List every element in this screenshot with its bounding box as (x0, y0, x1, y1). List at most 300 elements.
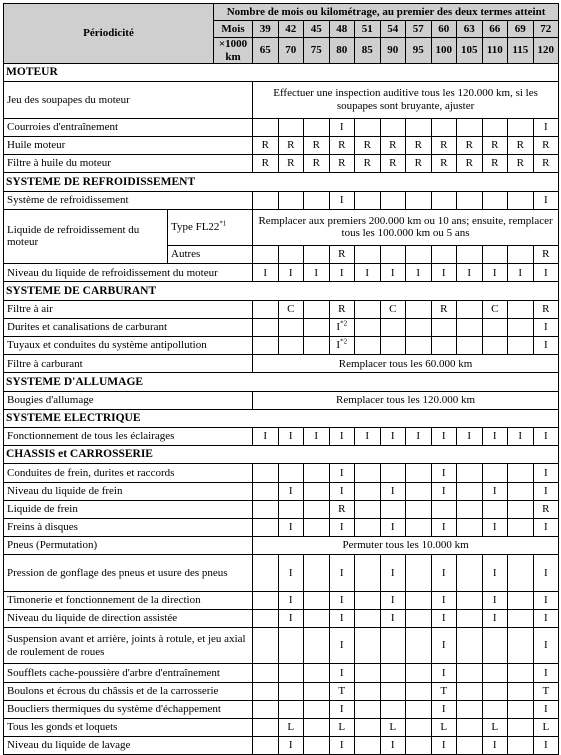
schedule-cell (508, 737, 534, 755)
service-code: I (288, 430, 293, 443)
service-code: L (491, 721, 499, 734)
service-code: C (491, 302, 499, 315)
schedule-cell (482, 118, 508, 136)
schedule-cell (431, 191, 457, 209)
month-header-cell: 66 (482, 21, 508, 38)
service-code: I (314, 266, 319, 279)
schedule-cell (380, 500, 406, 518)
item-label: Filtre à air (4, 300, 253, 318)
schedule-cell (304, 700, 330, 718)
schedule-cell (533, 700, 559, 718)
service-code: L (287, 721, 295, 734)
service-code: I (288, 739, 293, 752)
schedule-cell (253, 427, 279, 445)
schedule-cell (304, 555, 330, 591)
schedule-cell (304, 719, 330, 737)
interval-instruction: Remplacer aux premiers 200.000 km ou 10 ans; ensuite, remplacer tous les 100.000 km ou 5 ans (253, 209, 559, 245)
service-code: C (287, 302, 295, 315)
schedule-cell (406, 700, 432, 718)
service-code: I (288, 566, 293, 579)
schedule-cell (482, 482, 508, 500)
item-sublabel-text: Autres (171, 248, 201, 261)
service-code: I (390, 566, 395, 579)
service-code: I (441, 484, 446, 497)
schedule-cell (304, 591, 330, 609)
schedule-cell (431, 427, 457, 445)
section-heading: SYSTEME DE CARBURANT (4, 282, 559, 300)
schedule-cell (431, 609, 457, 627)
interval-instruction: Remplacer tous les 60.000 km (253, 355, 559, 373)
schedule-cell (329, 300, 355, 318)
service-code: I (492, 739, 497, 752)
schedule-cell (329, 500, 355, 518)
schedule-cell (355, 246, 381, 264)
schedule-cell (253, 700, 279, 718)
month-header-cell: 57 (406, 21, 432, 38)
schedule-cell (431, 264, 457, 282)
service-code: I (339, 266, 344, 279)
service-code: I (339, 193, 344, 206)
schedule-cell (406, 719, 432, 737)
schedule-cell (355, 719, 381, 737)
schedule-cell (482, 664, 508, 682)
km-header-cell: 90 (380, 38, 406, 64)
schedule-cell (482, 700, 508, 718)
schedule-cell (278, 136, 304, 154)
schedule-row (4, 737, 559, 755)
service-code: I (543, 466, 548, 479)
schedule-row (4, 355, 559, 373)
service-code: I (339, 430, 344, 443)
service-code: I (339, 521, 344, 534)
schedule-row (4, 82, 559, 118)
schedule-body (4, 64, 559, 755)
schedule-cell (533, 427, 559, 445)
km-header-cell: 105 (457, 38, 483, 64)
service-code: I (492, 593, 497, 606)
item-sublabel-text: Type FL22 (171, 221, 220, 234)
schedule-cell (406, 191, 432, 209)
footnote-marker: *1 (219, 219, 227, 228)
service-code: R (338, 503, 346, 516)
schedule-cell (508, 500, 534, 518)
schedule-cell (329, 664, 355, 682)
schedule-cell (406, 118, 432, 136)
schedule-cell (482, 518, 508, 536)
schedule-row (4, 628, 559, 664)
service-code: R (516, 157, 524, 170)
schedule-cell (533, 191, 559, 209)
schedule-cell (457, 318, 483, 336)
schedule-cell (278, 318, 304, 336)
service-code: R (542, 139, 550, 152)
service-code: I (288, 612, 293, 625)
schedule-cell (253, 136, 279, 154)
month-header-cell: 63 (457, 21, 483, 38)
schedule-cell (304, 300, 330, 318)
km-header-cell: 70 (278, 38, 304, 64)
schedule-cell (406, 300, 432, 318)
footnote-marker: *2 (340, 319, 348, 328)
item-label: Suspension avant et arrière, joints à rotule, et jeu axial de roulement de roues (4, 628, 253, 664)
service-code: I (441, 521, 446, 534)
km-header-cell: 80 (329, 38, 355, 64)
schedule-cell (278, 682, 304, 700)
service-code: I (339, 612, 344, 625)
schedule-cell (457, 155, 483, 173)
service-code: R (312, 139, 320, 152)
schedule-cell (380, 737, 406, 755)
service-code: I (543, 430, 548, 443)
service-code: I (492, 566, 497, 579)
schedule-row (4, 464, 559, 482)
month-header-cell: 60 (431, 21, 457, 38)
schedule-row (4, 664, 559, 682)
schedule-cell (457, 464, 483, 482)
schedule-cell (278, 118, 304, 136)
service-code: I (441, 466, 446, 479)
schedule-cell (406, 246, 432, 264)
schedule-cell (533, 246, 559, 264)
schedule-cell (457, 664, 483, 682)
schedule-cell (304, 318, 330, 336)
schedule-cell (355, 264, 381, 282)
schedule-cell (431, 591, 457, 609)
schedule-cell (508, 700, 534, 718)
schedule-cell (406, 136, 432, 154)
service-code: I (543, 739, 548, 752)
service-code: I (467, 430, 472, 443)
schedule-cell (329, 737, 355, 755)
schedule-cell (431, 246, 457, 264)
schedule-row (4, 337, 559, 355)
service-code: I (390, 593, 395, 606)
schedule-cell (406, 664, 432, 682)
service-code: I (543, 339, 548, 352)
service-code: R (465, 157, 473, 170)
schedule-row (4, 391, 559, 409)
service-code: I (492, 521, 497, 534)
schedule-cell (253, 719, 279, 737)
service-code: I (288, 593, 293, 606)
service-code: I (339, 484, 344, 497)
schedule-cell (278, 427, 304, 445)
schedule-cell (533, 664, 559, 682)
schedule-cell (533, 300, 559, 318)
service-code: I (336, 339, 341, 352)
schedule-cell (355, 191, 381, 209)
schedule-cell (508, 427, 534, 445)
month-header-cell: 54 (380, 21, 406, 38)
schedule-cell (508, 464, 534, 482)
service-code: I (390, 484, 395, 497)
schedule-cell (380, 246, 406, 264)
service-code: R (516, 139, 524, 152)
schedule-cell (457, 246, 483, 264)
service-code: I (339, 121, 344, 134)
schedule-cell (431, 700, 457, 718)
schedule-cell (380, 518, 406, 536)
schedule-cell (355, 591, 381, 609)
service-code: R (389, 139, 397, 152)
interval-caption: Nombre de mois ou kilométrage, au premier des deux termes atteint (214, 4, 559, 21)
schedule-cell (457, 591, 483, 609)
schedule-row (4, 591, 559, 609)
schedule-cell (431, 682, 457, 700)
schedule-cell (380, 318, 406, 336)
schedule-cell (304, 246, 330, 264)
schedule-cell (431, 518, 457, 536)
month-header-cell: 42 (278, 21, 304, 38)
schedule-cell (406, 737, 432, 755)
km-header-cell: 75 (304, 38, 330, 64)
schedule-cell (329, 191, 355, 209)
schedule-cell (482, 318, 508, 336)
schedule-cell (431, 500, 457, 518)
service-code: I (492, 266, 497, 279)
item-label: Tuyaux et conduites du système antipollution (4, 337, 253, 355)
item-label: Boucliers thermiques du système d'échappement (4, 700, 253, 718)
service-code: I (543, 321, 548, 334)
schedule-cell (406, 682, 432, 700)
schedule-cell (457, 628, 483, 664)
schedule-cell (508, 664, 534, 682)
schedule-cell (304, 628, 330, 664)
schedule-cell (380, 337, 406, 355)
schedule-cell (508, 118, 534, 136)
schedule-row (4, 191, 559, 209)
schedule-cell (482, 591, 508, 609)
service-code: I (492, 484, 497, 497)
schedule-cell (355, 664, 381, 682)
schedule-cell (304, 337, 330, 355)
schedule-cell (431, 482, 457, 500)
item-label: Conduites de frein, durites et raccords (4, 464, 253, 482)
schedule-cell (533, 682, 559, 700)
service-code: I (288, 521, 293, 534)
schedule-row (4, 318, 559, 336)
schedule-cell (278, 628, 304, 664)
schedule-cell (533, 500, 559, 518)
schedule-cell (533, 337, 559, 355)
service-code: I (390, 739, 395, 752)
months-label: Mois (214, 21, 253, 38)
item-label: Pneus (Permutation) (4, 537, 253, 555)
schedule-cell (457, 609, 483, 627)
schedule-cell (329, 591, 355, 609)
schedule-cell (406, 464, 432, 482)
schedule-cell (278, 246, 304, 264)
item-label: Pression de gonflage des pneus et usure des pneus (4, 555, 253, 591)
service-code: I (339, 593, 344, 606)
schedule-cell (380, 118, 406, 136)
month-header-cell: 45 (304, 21, 330, 38)
item-label: Fonctionnement de tous les éclairages (4, 427, 253, 445)
schedule-cell (380, 700, 406, 718)
schedule-cell (457, 337, 483, 355)
service-code: I (416, 430, 421, 443)
schedule-cell (329, 719, 355, 737)
schedule-row (4, 609, 559, 627)
service-code: I (390, 266, 395, 279)
service-code: R (389, 157, 397, 170)
schedule-cell (431, 737, 457, 755)
schedule-cell (482, 719, 508, 737)
schedule-cell (355, 682, 381, 700)
schedule-cell (278, 737, 304, 755)
schedule-cell (406, 264, 432, 282)
schedule-cell (406, 518, 432, 536)
interval-instruction: Permuter tous les 10.000 km (253, 537, 559, 555)
item-label: Durites et canalisations de carburant (4, 318, 253, 336)
schedule-row (4, 136, 559, 154)
section-heading: SYSTEME D'ALLUMAGE (4, 373, 559, 391)
schedule-cell (304, 155, 330, 173)
schedule-cell (278, 518, 304, 536)
km-header-cell: 115 (508, 38, 534, 64)
item-label: Soufflets cache-poussière d'arbre d'entraînement (4, 664, 253, 682)
schedule-cell (253, 737, 279, 755)
schedule-cell (533, 136, 559, 154)
schedule-cell (278, 719, 304, 737)
service-code: I (314, 430, 319, 443)
service-code: I (543, 593, 548, 606)
schedule-cell (457, 719, 483, 737)
schedule-row (4, 537, 559, 555)
schedule-row (4, 518, 559, 536)
service-code: R (465, 139, 473, 152)
service-code: T (542, 684, 550, 697)
service-code: R (338, 139, 346, 152)
schedule-cell (253, 591, 279, 609)
schedule-cell (508, 300, 534, 318)
schedule-cell (355, 518, 381, 536)
schedule-cell (431, 464, 457, 482)
service-code: R (491, 157, 499, 170)
schedule-cell (380, 628, 406, 664)
schedule-cell (304, 464, 330, 482)
schedule-cell (533, 719, 559, 737)
schedule-cell (508, 191, 534, 209)
schedule-row (4, 555, 559, 591)
schedule-cell (253, 246, 279, 264)
schedule-cell (533, 518, 559, 536)
schedule-cell (508, 518, 534, 536)
schedule-cell (406, 482, 432, 500)
schedule-row (4, 264, 559, 282)
schedule-cell (482, 136, 508, 154)
service-code: I (339, 703, 344, 716)
schedule-cell (355, 500, 381, 518)
month-header-cell: 69 (508, 21, 534, 38)
service-code: I (339, 739, 344, 752)
schedule-cell (431, 318, 457, 336)
schedule-cell (482, 191, 508, 209)
item-label: Système de refroidissement (4, 191, 253, 209)
schedule-cell (380, 191, 406, 209)
schedule-cell (431, 628, 457, 664)
item-label: Bougies d'allumage (4, 391, 253, 409)
item-label: Huile moteur (4, 136, 253, 154)
schedule-cell (482, 300, 508, 318)
schedule-cell (278, 191, 304, 209)
schedule-cell (355, 118, 381, 136)
service-code: R (261, 139, 269, 152)
schedule-cell (253, 300, 279, 318)
schedule-cell (533, 264, 559, 282)
service-code: I (339, 666, 344, 679)
schedule-cell (355, 427, 381, 445)
item-label: Jeu des soupapes du moteur (4, 82, 253, 118)
schedule-cell (431, 664, 457, 682)
schedule-cell (457, 555, 483, 591)
schedule-cell (304, 664, 330, 682)
schedule-cell (406, 555, 432, 591)
service-code: I (543, 703, 548, 716)
schedule-cell (380, 427, 406, 445)
schedule-cell (533, 591, 559, 609)
schedule-cell (508, 591, 534, 609)
schedule-cell (355, 300, 381, 318)
schedule-cell (508, 337, 534, 355)
service-code: I (441, 703, 446, 716)
service-code: R (338, 248, 346, 261)
schedule-cell (457, 300, 483, 318)
schedule-cell (482, 500, 508, 518)
schedule-cell (380, 300, 406, 318)
schedule-cell (355, 337, 381, 355)
service-code: I (390, 430, 395, 443)
schedule-cell (329, 246, 355, 264)
schedule-cell (508, 246, 534, 264)
service-code: I (288, 484, 293, 497)
service-code: I (336, 321, 341, 334)
schedule-cell (533, 318, 559, 336)
schedule-cell (406, 427, 432, 445)
service-code: I (518, 266, 523, 279)
schedule-cell (253, 664, 279, 682)
service-code: I (441, 639, 446, 652)
schedule-cell (355, 136, 381, 154)
schedule-cell (508, 719, 534, 737)
schedule-cell (482, 609, 508, 627)
schedule-row (4, 300, 559, 318)
schedule-cell (329, 700, 355, 718)
schedule-cell (431, 300, 457, 318)
service-code: I (365, 266, 370, 279)
schedule-cell (533, 737, 559, 755)
service-code: I (518, 430, 523, 443)
km-header-cell: 120 (533, 38, 559, 64)
schedule-cell (355, 155, 381, 173)
schedule-cell (380, 664, 406, 682)
schedule-cell (457, 682, 483, 700)
service-code: R (542, 248, 550, 261)
schedule-cell (304, 682, 330, 700)
service-code: I (441, 739, 446, 752)
schedule-cell (355, 482, 381, 500)
schedule-cell (278, 700, 304, 718)
schedule-cell (329, 427, 355, 445)
service-code: I (441, 430, 446, 443)
service-code: R (338, 157, 346, 170)
schedule-cell (380, 155, 406, 173)
schedule-cell (355, 609, 381, 627)
service-code: I (441, 612, 446, 625)
schedule-cell (508, 136, 534, 154)
item-label: Filtre à carburant (4, 355, 253, 373)
service-code: I (543, 484, 548, 497)
